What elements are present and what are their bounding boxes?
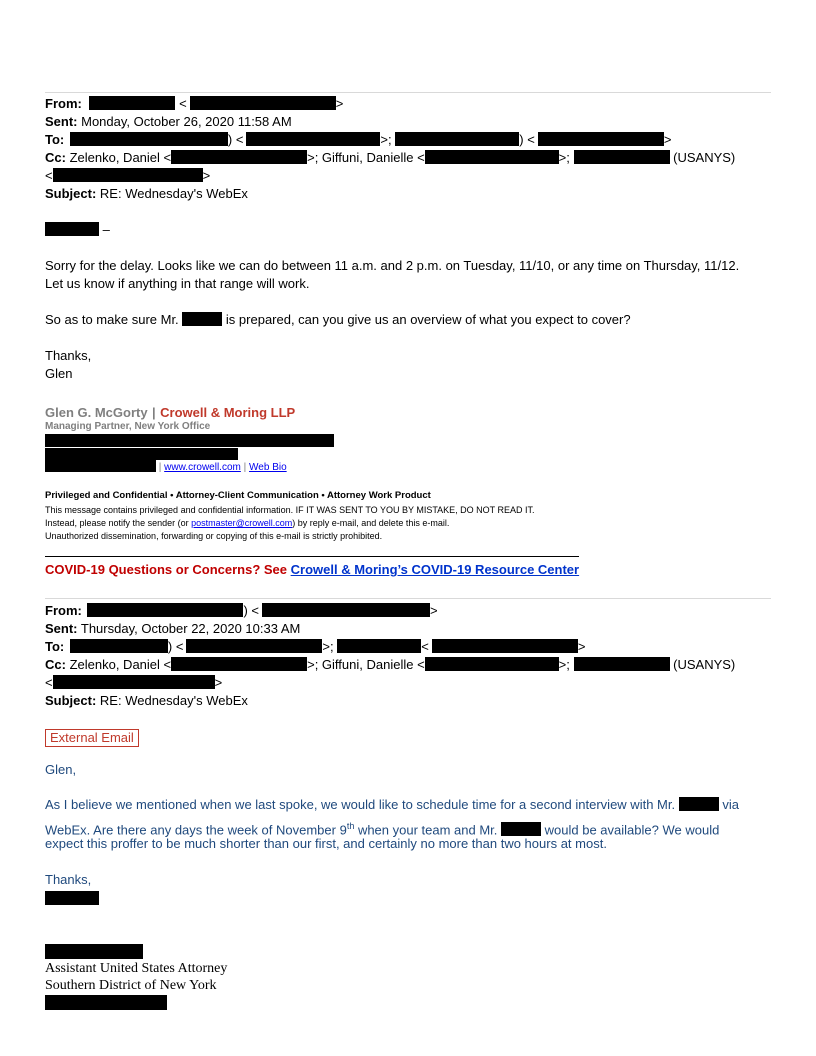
- redaction: [425, 150, 559, 164]
- email1-greeting: [45, 221, 110, 239]
- cc-suffix: (USANYS): [673, 150, 736, 165]
- redaction: [538, 132, 664, 146]
- email2-subject-row: [45, 692, 248, 710]
- email1-sent-row: [45, 113, 292, 131]
- website-link[interactable]: www.crowell.com: [164, 462, 241, 473]
- email1-closing-name: Glen: [45, 366, 73, 381]
- redaction: [395, 132, 519, 146]
- superscript: th: [346, 821, 355, 831]
- redaction: [171, 150, 307, 164]
- redaction: [574, 150, 670, 164]
- email2-sent-row: [45, 620, 300, 638]
- signature-rule: [45, 556, 579, 557]
- redaction: [45, 434, 334, 447]
- covid-text: COVID-19 Questions or Concerns? See: [45, 562, 291, 577]
- sent-label: Sent:: [45, 621, 78, 636]
- redaction: [337, 639, 421, 653]
- signature-title: Managing Partner, New York Office: [45, 421, 211, 432]
- redaction: [186, 639, 322, 653]
- redaction: [70, 132, 228, 146]
- redaction: [679, 797, 719, 811]
- email2-to-row: To: ) < >; < >: [45, 639, 586, 654]
- cc-name-zelenko: Zelenko, Daniel <: [69, 657, 172, 672]
- email1-closing: Thanks,: [45, 348, 92, 363]
- message-separator: [45, 598, 771, 599]
- redaction: [45, 222, 99, 236]
- redaction: [70, 639, 168, 653]
- redaction: [87, 603, 243, 617]
- email1-body-line1: Sorry for the delay. Looks like we can do between 11 a.m. and 2 p.m. on Tuesday, 11/10, or any time on Thursday, 11/12.: [45, 258, 740, 273]
- email2-cc-continuation: < >: [45, 675, 223, 690]
- body-text: would be available? We would: [544, 822, 720, 838]
- body-text: So as to make sure Mr.: [45, 312, 179, 327]
- cc-label: Cc:: [45, 657, 66, 672]
- cc-suffix: (USANYS): [673, 657, 736, 672]
- body-text: As I believe we mentioned when we last spoke, we would like to schedule time for a second interview with Mr.: [45, 797, 676, 812]
- email1-cc-row: Cc: Zelenko, Daniel < >; Giffuni, Danielle < >; (USANYS): [45, 150, 736, 165]
- subject-value: RE: Wednesday's WebEx: [99, 186, 248, 201]
- body-text: WebEx. Are there any days the week of November 9: [45, 822, 347, 838]
- notice-line2: [45, 517, 449, 530]
- header-separator: [45, 92, 771, 93]
- redaction: [53, 168, 203, 182]
- signature-title-ausa: Assistant United States Attorney: [45, 961, 228, 976]
- redaction: [574, 657, 670, 671]
- redaction: [246, 132, 380, 146]
- covid-resource-link[interactable]: Crowell & Moring’s COVID-19 Resource Center: [290, 562, 580, 577]
- notice-text: Instead, please notify the sender (or: [45, 518, 192, 528]
- email2-closing: Thanks,: [45, 872, 92, 887]
- redaction: [53, 675, 215, 689]
- notice-text: ) by reply e-mail, and delete this e-mail.: [292, 518, 450, 528]
- redaction: [45, 460, 156, 472]
- redaction: [45, 944, 143, 959]
- redaction: [262, 603, 430, 617]
- signature-separator: |: [152, 405, 156, 420]
- email1-to-row: To: ) < >; ) < >: [45, 132, 672, 147]
- cc-label: Cc:: [45, 150, 66, 165]
- email2-cc-row: Cc: Zelenko, Daniel < >; Giffuni, Danielle < >; (USANYS): [45, 657, 736, 672]
- body-text: is prepared, can you give us an overview of what you expect to cover?: [225, 312, 631, 327]
- signature-name: Glen G. McGorty: [45, 405, 148, 420]
- redaction: [425, 657, 559, 671]
- to-label: To:: [45, 639, 65, 654]
- covid-notice: [45, 562, 579, 577]
- to-label: To:: [45, 132, 65, 147]
- redaction: [171, 657, 307, 671]
- subject-label: Subject:: [45, 693, 97, 708]
- cc-name-giffuni: >; Giffuni, Danielle <: [307, 657, 425, 672]
- redaction: [182, 312, 222, 326]
- redaction: [45, 995, 167, 1010]
- body-text: when your team and Mr.: [354, 822, 498, 838]
- signature-firm: Crowell & Moring LLP: [160, 405, 296, 420]
- email2-greeting: Glen,: [45, 762, 77, 777]
- signature-links-row: | www.crowell.com | Web Bio: [45, 460, 287, 473]
- notice-line3: Unauthorized dissemination, forwarding or copying of this e-mail is strictly prohibited.: [45, 531, 383, 541]
- email2-from-row: From: ) < >: [45, 603, 438, 618]
- postmaster-email-link[interactable]: postmaster@crowell.com: [191, 518, 293, 528]
- from-label: From:: [45, 603, 82, 618]
- sent-value: Monday, October 26, 2020 11:58 AM: [81, 114, 292, 129]
- redaction: [432, 639, 578, 653]
- email1-subject-row: [45, 185, 248, 203]
- subject-label: Subject:: [45, 186, 97, 201]
- notice-line1: This message contains privileged and confidential information. IF IT WAS SENT TO YOU BY MISTAKE, DO NOT READ IT.: [45, 505, 535, 515]
- from-label: From:: [45, 96, 82, 111]
- sent-value: Thursday, October 22, 2020 10:33 AM: [80, 621, 301, 636]
- web-bio-link[interactable]: Web Bio: [249, 462, 287, 473]
- email1-body-line3: [45, 311, 631, 329]
- redaction: [89, 96, 175, 110]
- body-text: via: [722, 797, 739, 812]
- cc-name-giffuni: >; Giffuni, Danielle <: [307, 150, 425, 165]
- email2-body-line1: [45, 796, 739, 814]
- privileged-heading: Privileged and Confidential • Attorney-Client Communication • Attorney Work Product: [45, 490, 431, 501]
- external-email-tag: External Email: [45, 729, 139, 747]
- cc-name-zelenko: Zelenko, Daniel <: [69, 150, 172, 165]
- signature-office: Southern District of New York: [45, 978, 217, 993]
- sent-label: Sent:: [45, 114, 78, 129]
- email1-cc-continuation: < >: [45, 168, 211, 183]
- redaction: [190, 96, 336, 110]
- email1-from-row: From: < >: [45, 96, 344, 111]
- greeting-dash: –: [102, 222, 110, 237]
- email2-body-line3: expect this proffer to be much shorter than our first, and certainly no more than two hours at most.: [45, 836, 607, 851]
- subject-value: RE: Wednesday's WebEx: [99, 693, 248, 708]
- signature-name-row: [45, 404, 295, 422]
- redaction: [45, 891, 99, 905]
- redaction: [45, 448, 238, 460]
- email1-body-line2: Let us know if anything in that range will work.: [45, 276, 310, 291]
